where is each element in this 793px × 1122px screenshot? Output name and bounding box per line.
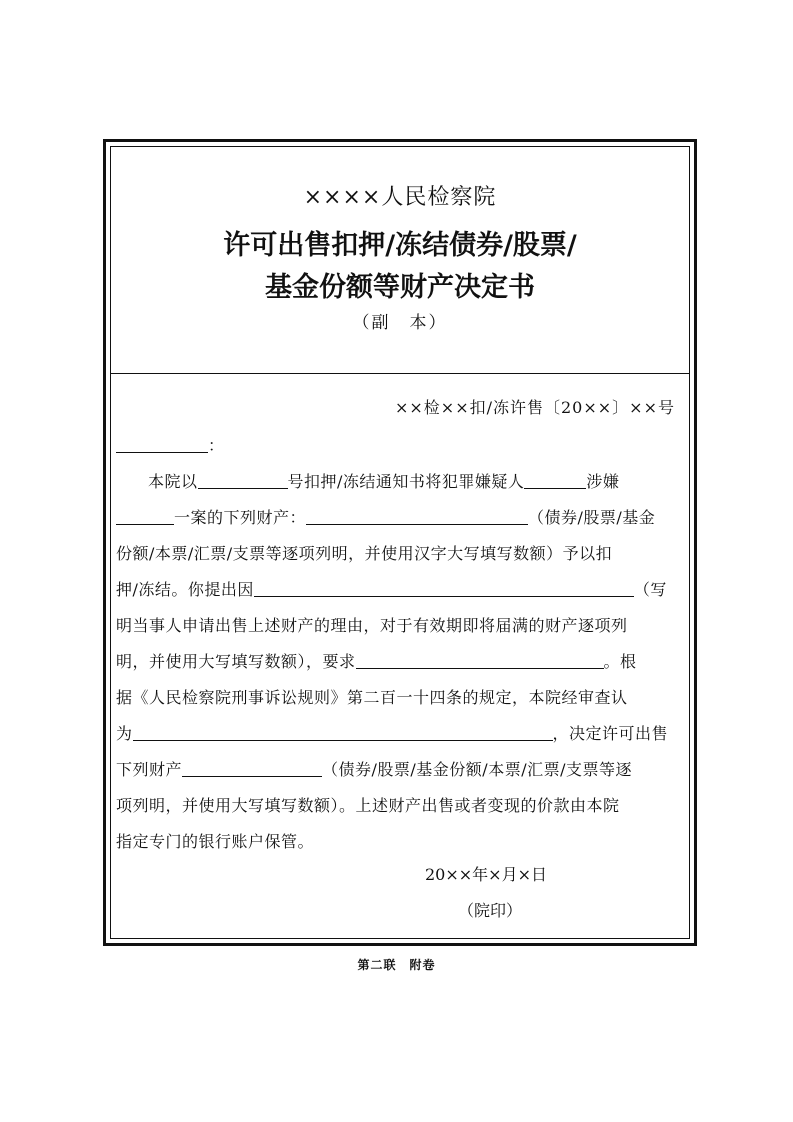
text-segment: 份额/本票/汇票/支票等逐项列明，并使用汉字大写填写数额）予以扣 — [116, 544, 613, 563]
suspect-name-blank[interactable] — [524, 472, 586, 489]
text-segment: 明当事人申请出售上述财产的理由，对于有效期即将届满的财产逐项列 — [116, 616, 628, 635]
document-number: ××检××扣/冻许售〔20××〕××号 — [394, 398, 675, 417]
text-segment: 一案的下列财产： — [174, 508, 307, 527]
paragraph-line-6 — [116, 649, 637, 672]
text-segment: 。根 — [603, 652, 637, 671]
paragraph-line-8 — [116, 721, 668, 744]
reason-blank[interactable] — [254, 580, 634, 597]
text-segment: 本院以 — [148, 472, 198, 491]
document-title-line-2: 基金份额等财产决定书 — [265, 272, 535, 303]
paragraph-line-7 — [116, 685, 628, 708]
review-finding-blank[interactable] — [133, 724, 553, 741]
paragraph-line-4 — [116, 577, 667, 600]
paragraph-line-11 — [116, 829, 314, 852]
notice-number-blank[interactable] — [198, 472, 288, 489]
recipient-colon: ： — [208, 436, 225, 455]
property-list-blank[interactable] — [306, 508, 528, 525]
text-segment: （写 — [633, 580, 667, 599]
paragraph-line-1 — [148, 469, 619, 492]
document-title-line-1: 许可出售扣押/冻结债券/股票/ — [223, 230, 577, 261]
issuing-organization: ××××人民检察院 — [303, 185, 497, 210]
copy-footer-label: 第二联 附卷 — [357, 958, 436, 972]
recipient-line — [116, 433, 224, 456]
issue-date: 20××年×月×日 — [425, 865, 547, 884]
document-inner-frame — [110, 146, 690, 939]
paragraph-line-5 — [116, 613, 628, 636]
paragraph-line-2 — [116, 505, 655, 528]
document-body — [111, 373, 689, 938]
recipient-blank[interactable] — [116, 436, 208, 453]
crime-name-blank[interactable] — [116, 508, 174, 525]
paragraph-line-9 — [116, 757, 632, 780]
text-segment: （债券/股票/基金份额/本票/汇票/支票等逐 — [322, 760, 632, 779]
text-segment: 下列财产 — [116, 760, 183, 779]
text-segment: 据《人民检察院刑事诉讼规则》第二百一十四条的规定，本院经审查认 — [116, 688, 628, 707]
sale-property-blank[interactable] — [182, 760, 322, 777]
text-segment: 指定专门的银行账户保管。 — [116, 832, 315, 851]
court-seal-label: （院印） — [458, 901, 523, 920]
copy-label: （副 本） — [352, 313, 448, 333]
document-header — [111, 147, 689, 374]
paragraph-line-10 — [116, 793, 620, 816]
text-segment: ，决定许可出售 — [552, 724, 669, 743]
text-segment: 押/冻结。你提出因 — [116, 580, 254, 599]
text-segment: 为 — [116, 724, 133, 743]
text-segment: 项列明，并使用大写填写数额）。上述财产出售或者变现的价款由本院 — [116, 796, 620, 815]
text-segment: 涉嫌 — [586, 472, 620, 491]
request-blank[interactable] — [356, 652, 604, 669]
text-segment: 号扣押/冻结通知书将犯罪嫌疑人 — [287, 472, 525, 491]
paragraph-line-3 — [116, 541, 612, 564]
document-frame — [103, 139, 697, 946]
text-segment: 明，并使用大写填写数额），要求 — [116, 652, 356, 671]
text-segment: （债券/股票/基金 — [528, 508, 656, 527]
